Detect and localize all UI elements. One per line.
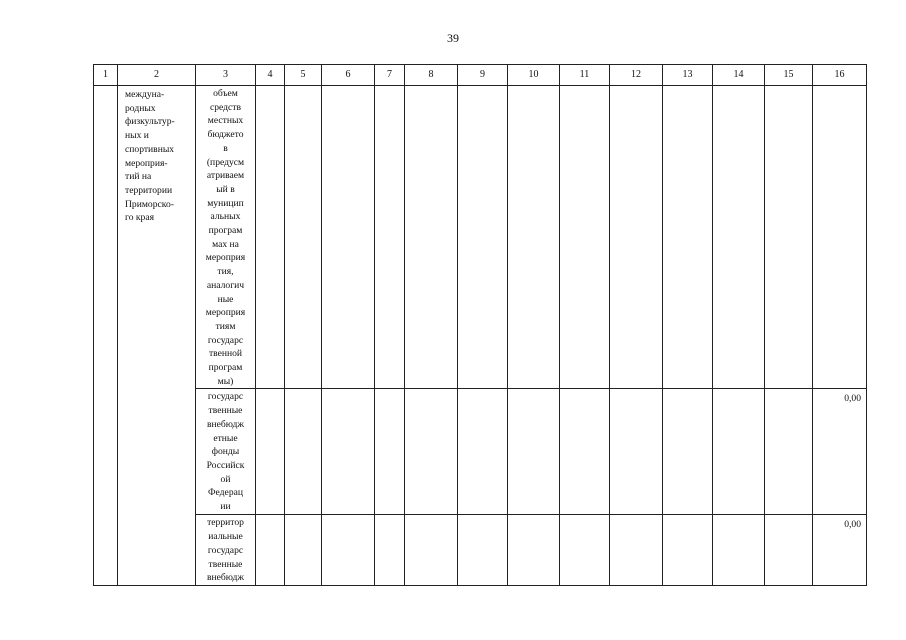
table-cell [508, 389, 560, 515]
total-value-cell: 0,00 [813, 389, 867, 515]
table-cell [256, 86, 285, 389]
table-cell [375, 86, 405, 389]
table-cell [322, 389, 375, 515]
table-cell [458, 86, 508, 389]
column-header: 14 [713, 65, 765, 86]
column-header: 4 [256, 65, 285, 86]
table-cell [256, 389, 285, 515]
table-cell [713, 515, 765, 586]
event-name-cell [118, 86, 196, 586]
table-cell [508, 86, 560, 389]
table-cell [610, 389, 663, 515]
column-header: 13 [663, 65, 713, 86]
column-header: 12 [610, 65, 663, 86]
budget-table [93, 64, 867, 586]
table-cell [375, 389, 405, 515]
table-cell [285, 515, 322, 586]
funding-source-text: объем средств местных бюджето в (предусм атриваем ый в муницип альных програм мах на мероприя тия, аналогич ные мероприя тиям государс твенной програм мы) [205, 88, 246, 387]
table-cell [458, 389, 508, 515]
table-cell [610, 86, 663, 389]
table-cell [610, 515, 663, 586]
table-cell [713, 86, 765, 389]
table-cell [663, 515, 713, 586]
page-number: 39 [447, 31, 459, 45]
table-cell [458, 515, 508, 586]
table-cell [765, 86, 813, 389]
table-cell [663, 389, 713, 515]
table-cell [508, 515, 560, 586]
table-cell [256, 515, 285, 586]
funding-source-cell [196, 515, 256, 586]
total-value-cell [813, 86, 867, 389]
column-header: 15 [765, 65, 813, 86]
column-header: 1 [94, 65, 118, 86]
funding-source-text: территор иальные государс твенные внебюдж [207, 517, 244, 584]
table-cell [663, 86, 713, 389]
funding-source-cell [196, 389, 256, 515]
column-header: 2 [118, 65, 196, 86]
column-header: 9 [458, 65, 508, 86]
table-row [94, 389, 867, 515]
table-cell [322, 86, 375, 389]
total-value-cell: 0,00 [813, 515, 867, 586]
table-cell [560, 86, 610, 389]
table-cell [765, 389, 813, 515]
header-row [94, 65, 867, 86]
funding-source-cell [196, 86, 256, 389]
table-cell [560, 389, 610, 515]
column-header: 5 [285, 65, 322, 86]
event-name-text: междуна- родных физкультур- ных и спортивных мероприя- тий на территории Приморско- го края [125, 89, 175, 224]
column-header: 3 [196, 65, 256, 86]
table-cell [285, 389, 322, 515]
column-header: 10 [508, 65, 560, 86]
table-cell [560, 515, 610, 586]
funding-source-text: государс твенные внебюдж етные фонды Российск ой Федерац ии [206, 391, 245, 513]
table-cell [405, 86, 458, 389]
column-header: 6 [322, 65, 375, 86]
table-row [94, 515, 867, 586]
table-cell [405, 515, 458, 586]
table-cell [285, 86, 322, 389]
column-header: 16 [813, 65, 867, 86]
row-number-cell [94, 86, 118, 586]
column-header: 8 [405, 65, 458, 86]
table-row [94, 86, 867, 389]
table-cell [765, 515, 813, 586]
column-header: 7 [375, 65, 405, 86]
table-cell [405, 389, 458, 515]
column-header: 11 [560, 65, 610, 86]
table-cell [375, 515, 405, 586]
table-cell [713, 389, 765, 515]
table-cell [322, 515, 375, 586]
